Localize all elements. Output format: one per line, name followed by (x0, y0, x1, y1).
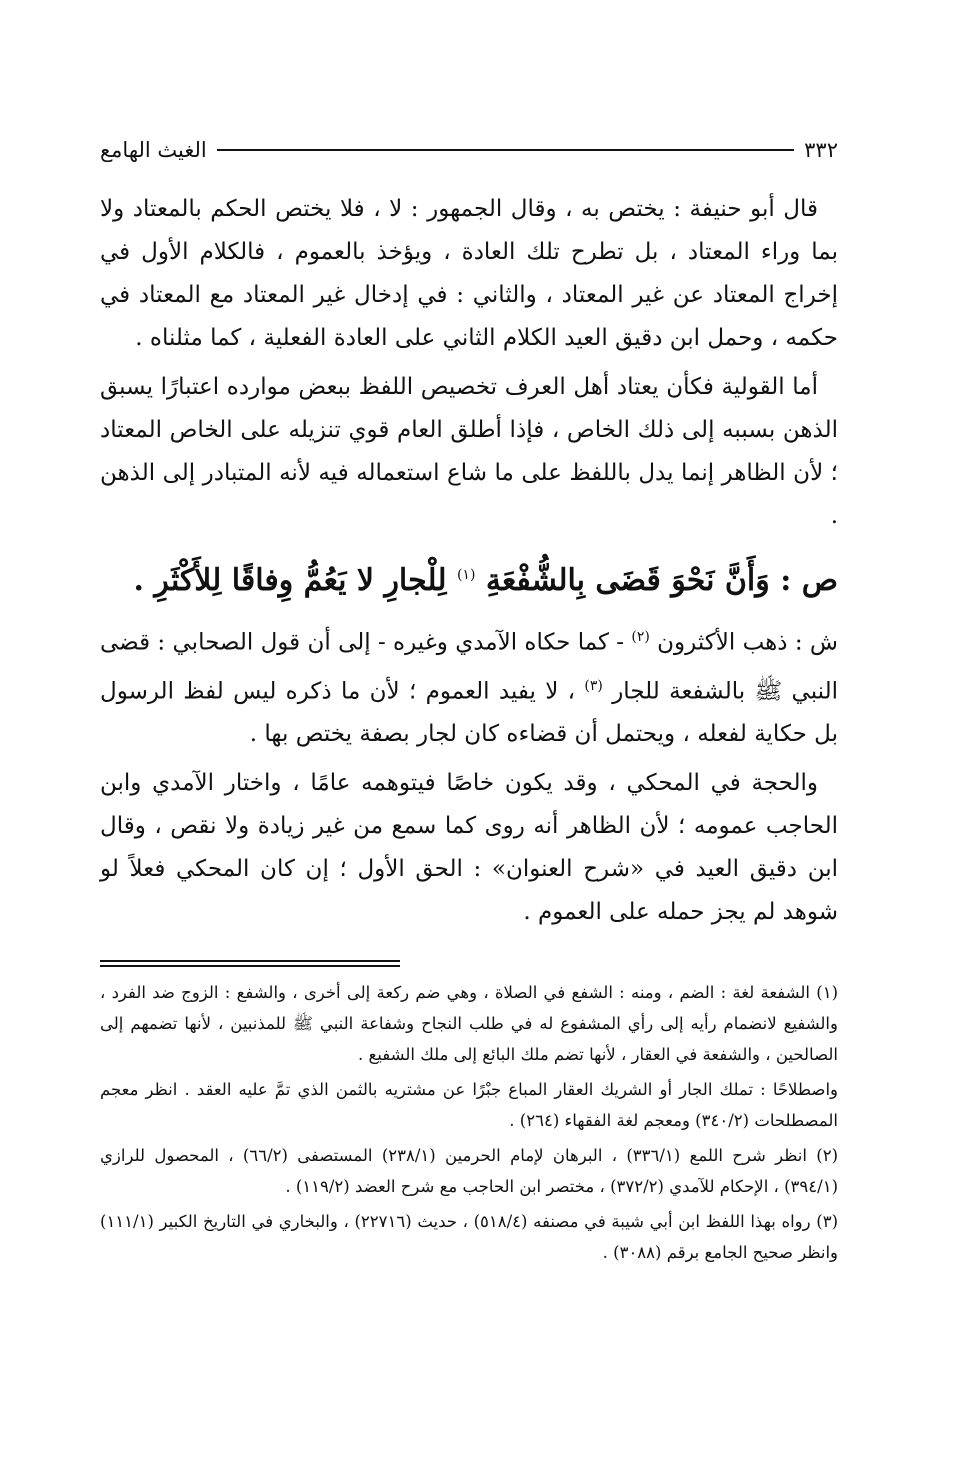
paragraph-4: والحجة في المحكي ، وقد يكون خاصًا فيتوهمه عامًا ، واختار الآمدي وابن الحاجب عمومه ؛ لأن الظاهر أنه روى كما سمع من غير زيادة ولا نقص ، وقال ابن دقيق العيد في «شرح العنوان» : الحق الأول ؛ إن كان المحكي فعلاً لو شوهد لم يجز حمله على العموم . (100, 770, 838, 926)
footnote-ref-1[interactable]: (١) (456, 567, 476, 583)
matn-line (100, 546, 838, 610)
footnotes (100, 977, 838, 1268)
book-page (100, 130, 838, 1450)
footnote-1: (١) الشفعة لغة : الضم ، ومنه : الشفع في الصلاة ، وهي ضم ركعة إلى أخرى ، والشفع : الزوج ضد الفرد ، والشفيع لانضمام رأيه إلى رأي المشفوع له في طلب النجاح وشفاعة النبي ﷺ للمذنبين ، لأنها تضمهم إلى الصالحين ، والشفعة في العقار ، لأنها تضم ملك البائع إلى ملك الشفيع . (100, 983, 838, 1065)
footnote-separator (100, 960, 838, 967)
header-rule (217, 149, 794, 151)
paragraph-1: قال أبو حنيفة : يختص به ، وقال الجمهور : لا ، فلا يختص الحكم بالمعتاد ولا بما وراء المعتاد ، بل تطرح تلك العادة ، ويؤخذ بالعموم ، فالكلام الأول في إخراج المعتاد عن غير المعتاد ، والثاني : في إدخال غير المعتاد مع المعتاد في حكمه ، وحمل ابن دقيق العيد الكلام الثاني على العادة الفعلية ، كما مثلناه . (100, 196, 838, 351)
p3-text-b: - كما حكاه الآمدي وغيره - إلى أن قول الصحابي : قضى النبي ﷺ بالشفعة للجار (100, 629, 839, 705)
matn-text-a: ص : وَأَنَّ نَحْوَ قَضَى بِالشُّفْعَةِ (475, 563, 838, 598)
p3-text-c: ، لا يفيد العموم ؛ لأن ما ذكره ليس لفظ الرسول بل حكاية لفعله ، ويحتمل أن قضاءه كان لجار بصفة يختص بها . (100, 678, 838, 748)
running-header (100, 130, 838, 170)
footnote-ref-3[interactable]: (٣) (584, 677, 603, 694)
page-number: ٣٣٢ (804, 138, 838, 162)
footnote-ref-2[interactable]: (٢) (631, 629, 650, 645)
footnote-rule (100, 960, 400, 967)
p3-text-a: ش : ذهب الأكثرون (649, 629, 838, 656)
matn-text-b: لِلْجارِ لا يَعُمُّ وِفاقًا لِلأَكْثَرِ . (133, 563, 457, 598)
footnote-1-continued: واصطلاحًا : تملك الجار أو الشريك العقار المباع جبْرًا عن مشتريه بالثمن الذي تمَّ عليه العقد . انظر معجم المصطلحات (٣٤٠/٢) ومعجم لغة الفقهاء (٢٦٤) . (100, 1080, 838, 1131)
footnote-3: (٣) رواه بهذا اللفظ ابن أبي شيبة في مصنفه (٥١٨/٤) ، حديث (٢٢٧١٦) ، والبخاري في التاريخ الكبير (١١١/١) وانظر صحيح الجامع برقم (٣٠٨٨) . (100, 1212, 838, 1263)
main-text (100, 188, 838, 934)
paragraph-3 (100, 616, 838, 756)
running-title: الغيث الهامع (100, 138, 207, 162)
footnote-2: (٢) انظر شرح اللمع (٣٣٦/١) ، البرهان لإمام الحرمين (٢٣٨/١) المستصفى (٦٦/٢) ، المحصول للرازي (٣٩٤/١) ، الإحكام للآمدي (٣٧٢/٢) ، مختصر ابن الحاجب مع شرح العضد (١١٩/٢) . (100, 1146, 838, 1197)
paragraph-2: أما القولية فكأن يعتاد أهل العرف تخصيص اللفظ ببعض موارده اعتبارًا يسبق الذهن بسببه إلى ذلك الخاص ، فإذا أطلق العام قوي تنزيله على الخاص المعتاد ؛ لأن الظاهر إنما يدل باللفظ على ما شاع استعماله فيه لأنه المتبادر إلى الذهن . (100, 374, 838, 529)
